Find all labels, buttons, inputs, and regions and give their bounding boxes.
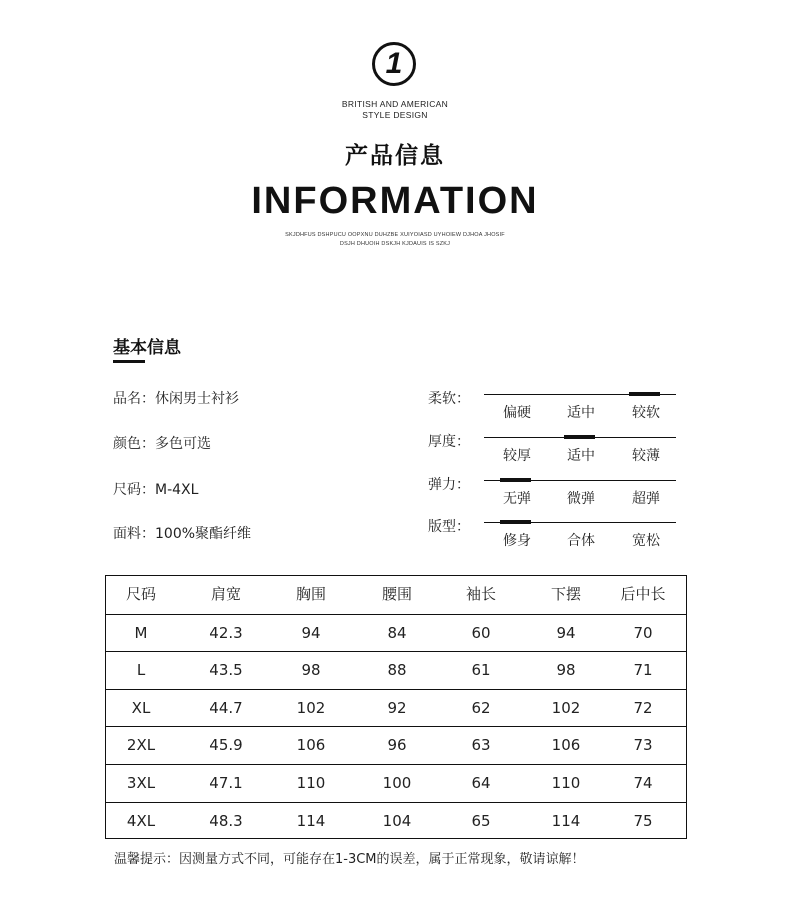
info-value: 多色可选 bbox=[155, 436, 211, 452]
table-cell: 63 bbox=[471, 736, 491, 755]
table-cell: 44.7 bbox=[209, 698, 243, 717]
table-cell: 42.3 bbox=[209, 623, 243, 642]
table-cell: 64 bbox=[471, 774, 491, 792]
table-cell: 102 bbox=[296, 698, 326, 717]
attribute-label: 柔软： bbox=[428, 391, 470, 407]
scale-option: 微弹 bbox=[567, 491, 595, 507]
table-cell: 72 bbox=[633, 698, 653, 717]
table-cell: 106 bbox=[551, 736, 581, 755]
table-cell: 92 bbox=[387, 698, 407, 717]
table-cell: 102 bbox=[551, 698, 581, 717]
info-row-size bbox=[113, 479, 198, 499]
table-cell: 60 bbox=[471, 623, 491, 642]
scale-selected-marker bbox=[629, 392, 660, 396]
table-header-cell: 肩宽 bbox=[210, 585, 241, 603]
table-cell: 84 bbox=[387, 623, 407, 642]
table-cell: 98 bbox=[556, 661, 576, 680]
decorative-text-line-2: DSJH DHUOIH DSKJH KJDAUIS IS SZKJ bbox=[339, 241, 451, 247]
scale-option: 合体 bbox=[567, 533, 595, 549]
brand-line-1: BRITISH AND AMERICAN bbox=[341, 99, 449, 109]
info-label: 面料： bbox=[113, 526, 155, 542]
table-row bbox=[106, 726, 686, 763]
table-header-cell: 后中长 bbox=[620, 585, 666, 603]
info-row-fabric bbox=[113, 523, 251, 543]
scale-option: 修身 bbox=[503, 533, 531, 549]
table-cell: 74 bbox=[633, 774, 653, 792]
scale-option: 宽松 bbox=[632, 533, 660, 549]
scale-option: 超弹 bbox=[632, 491, 660, 507]
table-cell: 94 bbox=[556, 623, 576, 642]
table-cell: 94 bbox=[301, 623, 321, 642]
table-cell: 106 bbox=[296, 736, 326, 755]
table-cell: 100 bbox=[382, 774, 412, 792]
logo-number: 1 bbox=[385, 47, 403, 80]
attribute-label: 厚度： bbox=[428, 434, 470, 450]
table-cell: 61 bbox=[471, 661, 491, 680]
decorative-text-line-1: SKJDHFUS DSHPUCU OOPXNU DUHZBE XUIYOIASD UYHOIEW DJHOA JHOSIF bbox=[285, 232, 505, 238]
table-cell: 43.5 bbox=[209, 661, 243, 680]
table-cell: 75 bbox=[633, 811, 653, 830]
section-underline bbox=[113, 360, 145, 363]
section-title: 基本信息 bbox=[113, 338, 181, 358]
table-row bbox=[106, 802, 686, 839]
info-row-color bbox=[113, 433, 211, 453]
table-cell: 3XL bbox=[126, 774, 156, 792]
scale-option: 无弹 bbox=[503, 491, 531, 507]
attribute-label: 弹力： bbox=[428, 477, 470, 493]
table-row bbox=[106, 689, 686, 726]
table-row bbox=[106, 614, 686, 651]
table-cell: L bbox=[136, 661, 146, 680]
scale-option: 偏硬 bbox=[503, 405, 531, 421]
table-cell: 45.9 bbox=[209, 736, 243, 755]
table-cell: 110 bbox=[551, 774, 581, 792]
brand-logo bbox=[372, 42, 416, 86]
size-table bbox=[105, 575, 687, 839]
scale-option: 适中 bbox=[567, 405, 595, 421]
info-value: 100%聚酯纤维 bbox=[155, 526, 252, 542]
table-header-cell: 腰围 bbox=[381, 585, 412, 603]
scale-selected-marker bbox=[500, 520, 531, 524]
info-value: M-4XL bbox=[155, 482, 199, 498]
table-row bbox=[106, 651, 686, 688]
table-cell: 114 bbox=[551, 811, 581, 830]
table-header-cell: 下摆 bbox=[550, 585, 581, 603]
table-cell: 114 bbox=[296, 811, 326, 830]
page-title-en: INFORMATION bbox=[251, 180, 539, 222]
info-label: 品名： bbox=[113, 391, 155, 407]
table-cell: 88 bbox=[387, 661, 407, 680]
table-cell: 2XL bbox=[126, 736, 156, 755]
info-label: 尺码： bbox=[113, 482, 155, 498]
table-cell: XL bbox=[131, 698, 151, 717]
scale-option: 较厚 bbox=[503, 448, 531, 464]
table-cell: 96 bbox=[387, 736, 407, 755]
table-cell: 104 bbox=[382, 811, 412, 830]
table-cell: M bbox=[134, 623, 148, 642]
scale-option: 较软 bbox=[632, 405, 660, 421]
table-header-cell: 胸围 bbox=[295, 585, 326, 603]
table-cell: 4XL bbox=[126, 811, 156, 830]
table-header-cell: 袖长 bbox=[465, 585, 496, 603]
measurement-note: 温馨提示：因测量方式不同，可能存在1-3CM的误差，属于正常现象，敬请谅解！ bbox=[114, 852, 585, 867]
table-cell: 48.3 bbox=[209, 811, 243, 830]
table-cell: 71 bbox=[633, 661, 653, 680]
page-title-cn: 产品信息 bbox=[345, 143, 445, 169]
table-cell: 65 bbox=[471, 811, 491, 830]
table-cell: 47.1 bbox=[209, 774, 243, 792]
brand-line-2: STYLE DESIGN bbox=[362, 110, 428, 120]
attribute-label: 版型： bbox=[428, 519, 470, 535]
table-header-cell: 尺码 bbox=[125, 585, 156, 603]
scale-option: 适中 bbox=[567, 448, 595, 464]
table-cell: 98 bbox=[301, 661, 321, 680]
table-header-row bbox=[106, 576, 686, 613]
table-row bbox=[106, 764, 686, 801]
table-cell: 62 bbox=[471, 698, 491, 717]
info-value: 休闲男士衬衫 bbox=[155, 391, 239, 407]
table-cell: 70 bbox=[633, 623, 653, 642]
scale-selected-marker bbox=[564, 435, 595, 439]
scale-option: 较薄 bbox=[632, 448, 660, 464]
table-cell: 110 bbox=[296, 774, 326, 792]
info-label: 颜色： bbox=[113, 436, 155, 452]
table-cell: 73 bbox=[633, 736, 653, 755]
info-row-name bbox=[113, 388, 239, 408]
scale-selected-marker bbox=[500, 478, 531, 482]
